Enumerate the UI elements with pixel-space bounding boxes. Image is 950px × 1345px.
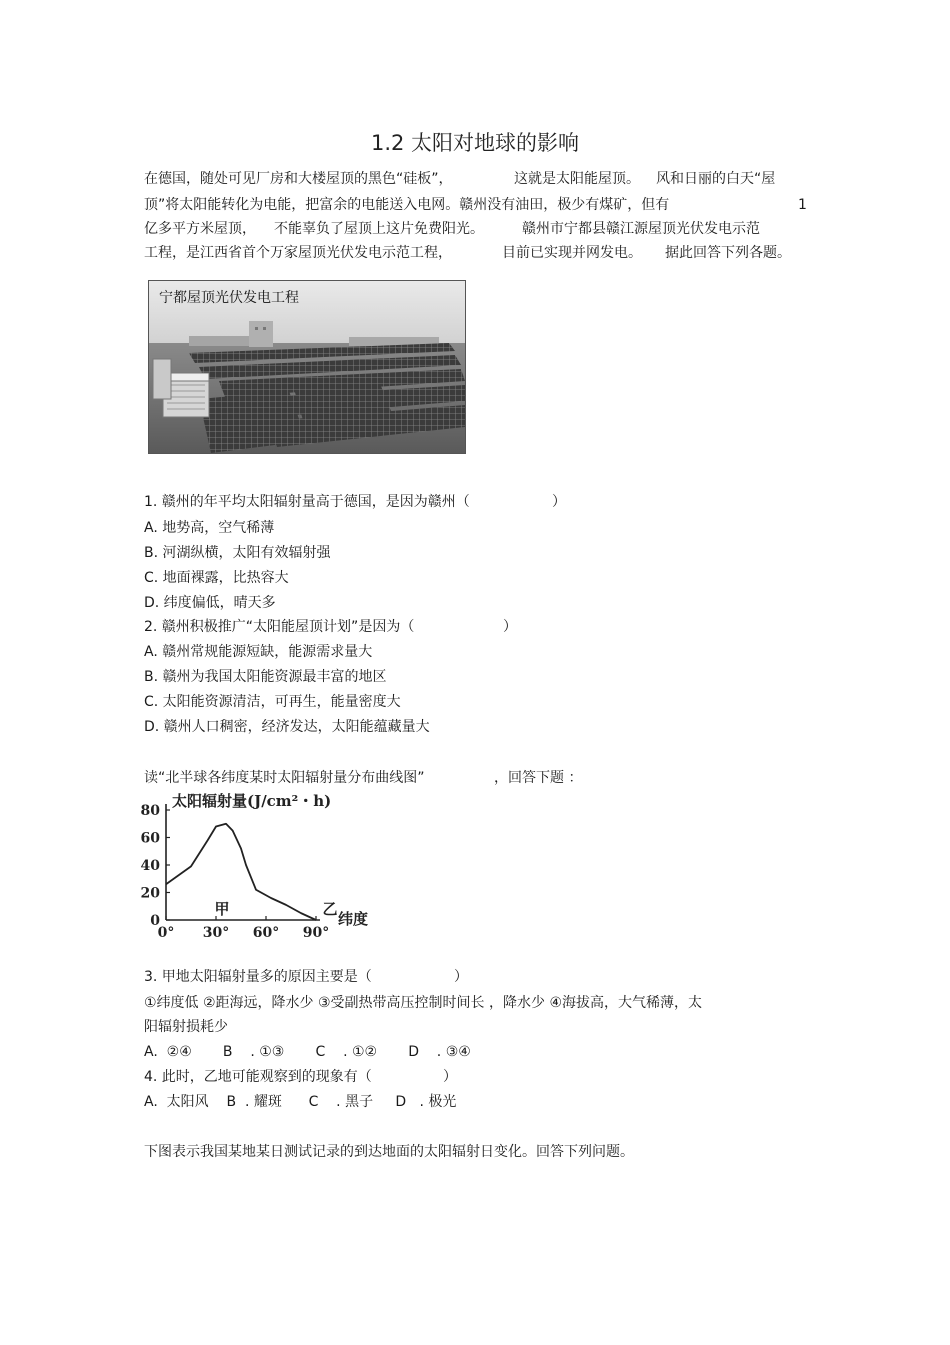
y-tick-label: 80 <box>140 803 160 819</box>
q2-option-c: C. 太阳能资源清洁，可再生，能量密度大 <box>144 694 401 710</box>
q1-option-a: A. 地势高，空气稀薄 <box>144 520 275 536</box>
x-axis-title: 纬度 <box>338 910 369 928</box>
q1-paren: ） <box>552 494 566 510</box>
intro-line-4b: 目前已实现并网发电。 <box>502 245 642 261</box>
solar-roof-photo <box>148 280 466 454</box>
photo-caption: 宁都屋顶光伏发电工程 <box>159 290 299 306</box>
y-tick-label: 0 <box>150 913 160 929</box>
q1-option-c: C. 地面裸露，比热容大 <box>144 570 289 586</box>
q2-stem: 2. 赣州积极推广“太阳能屋顶计划”是因为（ <box>144 619 415 635</box>
q2-option-d: D. 赣州人口稠密，经济发达，太阳能蕴藏量大 <box>144 719 430 735</box>
y-tick-label: 40 <box>140 858 160 874</box>
q2-option-a: A. 赣州常规能源短缺，能源需求量大 <box>144 644 373 660</box>
x-tick-label: 90° <box>302 925 330 941</box>
y-tick-label: 60 <box>140 830 160 847</box>
intro-line-2a: 顶”将太阳能转化为电能，把富余的电能送入电网。赣州没有油田，极少有煤矿，但有 <box>144 197 670 213</box>
q4-stem: 4. 此时，乙地可能观察到的现象有（ <box>144 1069 372 1085</box>
q3-paren: ） <box>454 969 468 985</box>
intro-line-1a: 在德国，随处可见厂房和大楼屋顶的黑色“硅板”， <box>144 171 453 187</box>
intro-line-3b: 不能辜负了屋顶上这片免费阳光。 <box>274 221 484 237</box>
q4-options: A. 太阳风 B . 耀斑 C . 黑子 D . 极光 <box>144 1094 457 1110</box>
q4-paren: ） <box>443 1069 457 1085</box>
radiation-curve <box>166 824 316 920</box>
q3-choices-line-2: 阳辐射损耗少 <box>144 1019 228 1035</box>
q1-option-b: B. 河湖纵横，太阳有效辐射强 <box>144 545 331 561</box>
q1-option-d: D. 纬度偏低，晴天多 <box>144 595 276 611</box>
page-title: 1.2 太阳对地球的影响 <box>370 131 580 155</box>
x-tick-label: 60° <box>252 925 280 941</box>
intro-line-2b: 1 <box>798 197 807 213</box>
q3-choices-line: ①纬度低 ②距海远，降水少 ③受副热带高压控制时间长 ，降水少 ④海拔高，大气稀薄，太 <box>144 995 703 1011</box>
x-tick-label: 30° <box>202 925 230 941</box>
q2-option-b: B. 赣州为我国太阳能资源最丰富的地区 <box>144 669 387 685</box>
read-intro-b: ，回答下题 ： <box>494 770 583 786</box>
y-tick-label: 20 <box>140 885 160 902</box>
intro-line-4a: 工程，是江西省首个万家屋顶光伏发电示范工程， <box>144 245 452 261</box>
q3-stem: 3. 甲地太阳辐射量多的原因主要是（ <box>144 969 372 985</box>
radiation-chart <box>140 790 400 945</box>
intro-line-3a: 亿多平方米屋顶， <box>144 221 256 237</box>
radiation-chart-svg <box>140 790 400 945</box>
x-tick-label: 0° <box>157 925 175 941</box>
q3-options: A. ②④ B . ①③ C . ①② D . ③④ <box>144 1044 471 1060</box>
intro-line-3c: 赣州市宁都县赣江源屋顶光伏发电示范 <box>522 221 760 237</box>
intro-line-1b: 这就是太阳能屋顶。 <box>514 171 640 187</box>
q1-stem: 1. 赣州的年平均太阳辐射量高于德国，是因为赣州（ <box>144 494 470 510</box>
outro-text: 下图表示我国某地某日测试记录的到达地面的太阳辐射日变化。回答下列问题。 <box>144 1144 634 1160</box>
y-axis-title: 太阳辐射量(J/cm²・h) <box>172 792 332 810</box>
point-annotation: 甲 <box>214 900 230 918</box>
intro-line-1c: 风和日丽的白天“屋 <box>656 171 776 187</box>
read-intro-a: 读“北半球各纬度某时太阳辐射量分布曲线图” <box>144 770 425 786</box>
point-annotation: 乙 <box>322 900 338 918</box>
intro-line-4c: 据此回答下列各题。 <box>665 245 791 261</box>
q2-paren: ） <box>503 619 517 635</box>
